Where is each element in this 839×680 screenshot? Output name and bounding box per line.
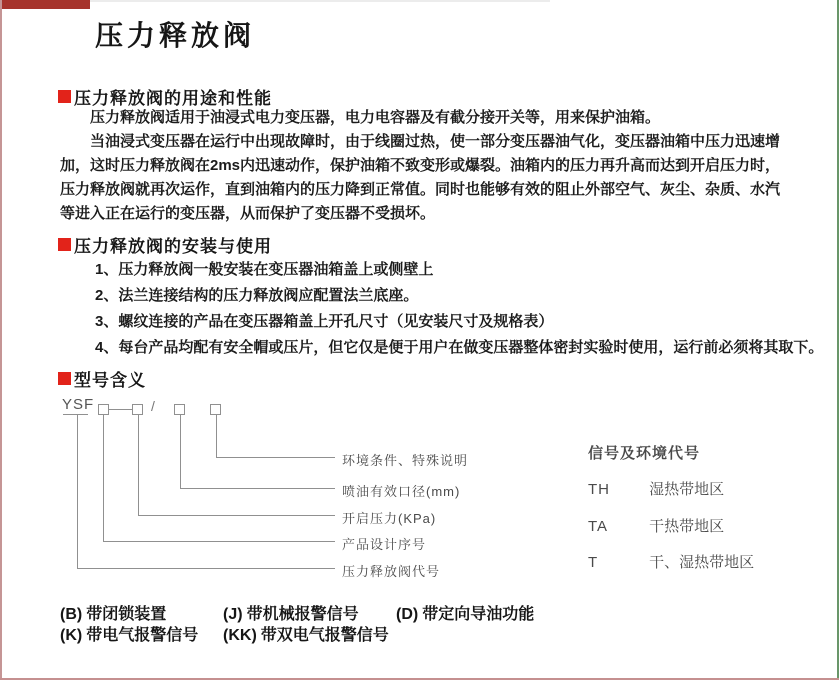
model-field-label: 喷油有效口径(mm) xyxy=(342,484,461,499)
env-desc: 干、湿热带地区 xyxy=(649,554,755,571)
install-item: 2、法兰连接结构的压力释放阀应配置法兰底座。 xyxy=(95,287,419,304)
option-label: 带机械报警信号 xyxy=(246,606,359,623)
env-desc: 干热带地区 xyxy=(649,518,725,535)
callout-line xyxy=(138,515,335,516)
option-label: 带双电气报警信号 xyxy=(260,627,389,644)
red-square-bullet-icon xyxy=(58,372,71,385)
install-item: 1、压力释放阀一般安装在变压器油箱盖上或侧壁上 xyxy=(95,261,434,278)
legend-row xyxy=(60,622,780,643)
model-field-label: 压力释放阀代号 xyxy=(342,564,441,579)
callout-line xyxy=(180,488,335,489)
usage-paragraph xyxy=(60,106,780,226)
option-label: 带电气报警信号 xyxy=(86,627,199,644)
legend-item xyxy=(396,601,534,624)
callout-line xyxy=(103,415,104,541)
signal-env-row xyxy=(588,478,724,499)
red-square-bullet-icon xyxy=(58,238,71,251)
env-code: TA xyxy=(588,518,609,535)
callout-line xyxy=(138,415,139,515)
legend-row xyxy=(60,601,780,622)
usage-line: 当油浸式变压器在运行中出现故障时，由于线圈过热，使一部分变压器油气化，变压器油箱中压力迅速增 xyxy=(60,133,781,150)
callout-line xyxy=(103,541,335,542)
env-code: T xyxy=(588,554,599,571)
usage-line: 加，这时压力释放阀在2ms内迅速动作，保护油箱不致变形或爆裂。油箱内的压力再升高而达到开启压力时， xyxy=(60,157,781,174)
env-code: TH xyxy=(588,481,610,498)
legend-item xyxy=(223,622,389,645)
model-separator: / xyxy=(151,398,155,414)
env-desc: 湿热带地区 xyxy=(649,481,725,498)
callout-line xyxy=(180,415,181,488)
section-heading-usage-label: 压力释放阀的用途和性能 xyxy=(74,89,272,108)
model-prefix: YSF xyxy=(62,396,95,413)
model-prefix-underline xyxy=(63,414,88,415)
page-title: 压力释放阀 xyxy=(95,20,256,51)
install-list xyxy=(95,257,823,361)
usage-line: 压力释放阀适用于油浸式电力变压器，电力电容器及有截分接开关等，用来保护油箱。 xyxy=(60,109,661,126)
section-heading-install xyxy=(58,232,272,257)
signal-env-heading: 信号及环境代号 xyxy=(588,445,701,462)
top-red-bar xyxy=(0,0,90,9)
signal-env-row xyxy=(588,515,724,536)
signal-env-row xyxy=(588,551,754,572)
model-field-box xyxy=(98,404,109,415)
box-connector-line xyxy=(109,409,132,410)
model-field-box xyxy=(174,404,185,415)
model-field-box xyxy=(210,404,221,415)
option-label: 带闭锁装置 xyxy=(86,606,167,623)
option-code: (B) xyxy=(60,606,83,623)
section-heading-model xyxy=(58,366,146,391)
option-label: 带定向导油功能 xyxy=(422,606,535,623)
usage-line: 压力释放阀就再次运作，直到油箱内的压力降到正常值。同时也能够有效的阻止外部空气、灰尘、杂质、水汽 xyxy=(60,181,781,198)
install-item: 4、每台产品均配有安全帽或压片，但它仅是便于用户在做变压器整体密封实验时使用，运行前必须将其取下。 xyxy=(95,339,824,356)
option-code: (K) xyxy=(60,627,83,644)
option-code: (KK) xyxy=(223,627,257,644)
model-field-label: 开启压力(KPa) xyxy=(342,511,437,526)
model-field-label: 产品设计序号 xyxy=(342,537,427,552)
model-field-label: 环境条件、特殊说明 xyxy=(342,453,469,468)
model-field-box xyxy=(132,404,143,415)
option-code: (J) xyxy=(223,606,243,623)
signal-env-panel xyxy=(588,442,755,571)
option-code: (D) xyxy=(396,606,419,623)
section-heading-install-label: 压力释放阀的安装与使用 xyxy=(74,237,272,256)
callout-line xyxy=(77,568,335,569)
usage-line: 等进入正在运行的变压器，从而保护了变压器不受损坏。 xyxy=(60,205,436,222)
legend-item xyxy=(60,622,198,645)
red-square-bullet-icon xyxy=(58,90,71,103)
callout-line xyxy=(216,415,217,457)
install-item: 3、螺纹连接的产品在变压器箱盖上开孔尺寸（见安装尺寸及规格表） xyxy=(95,313,554,330)
callout-line xyxy=(216,457,335,458)
option-legend xyxy=(60,601,780,643)
callout-line xyxy=(77,415,78,568)
legend-item xyxy=(60,601,166,624)
legend-item xyxy=(223,601,359,624)
section-heading-model-label: 型号含义 xyxy=(74,371,146,390)
